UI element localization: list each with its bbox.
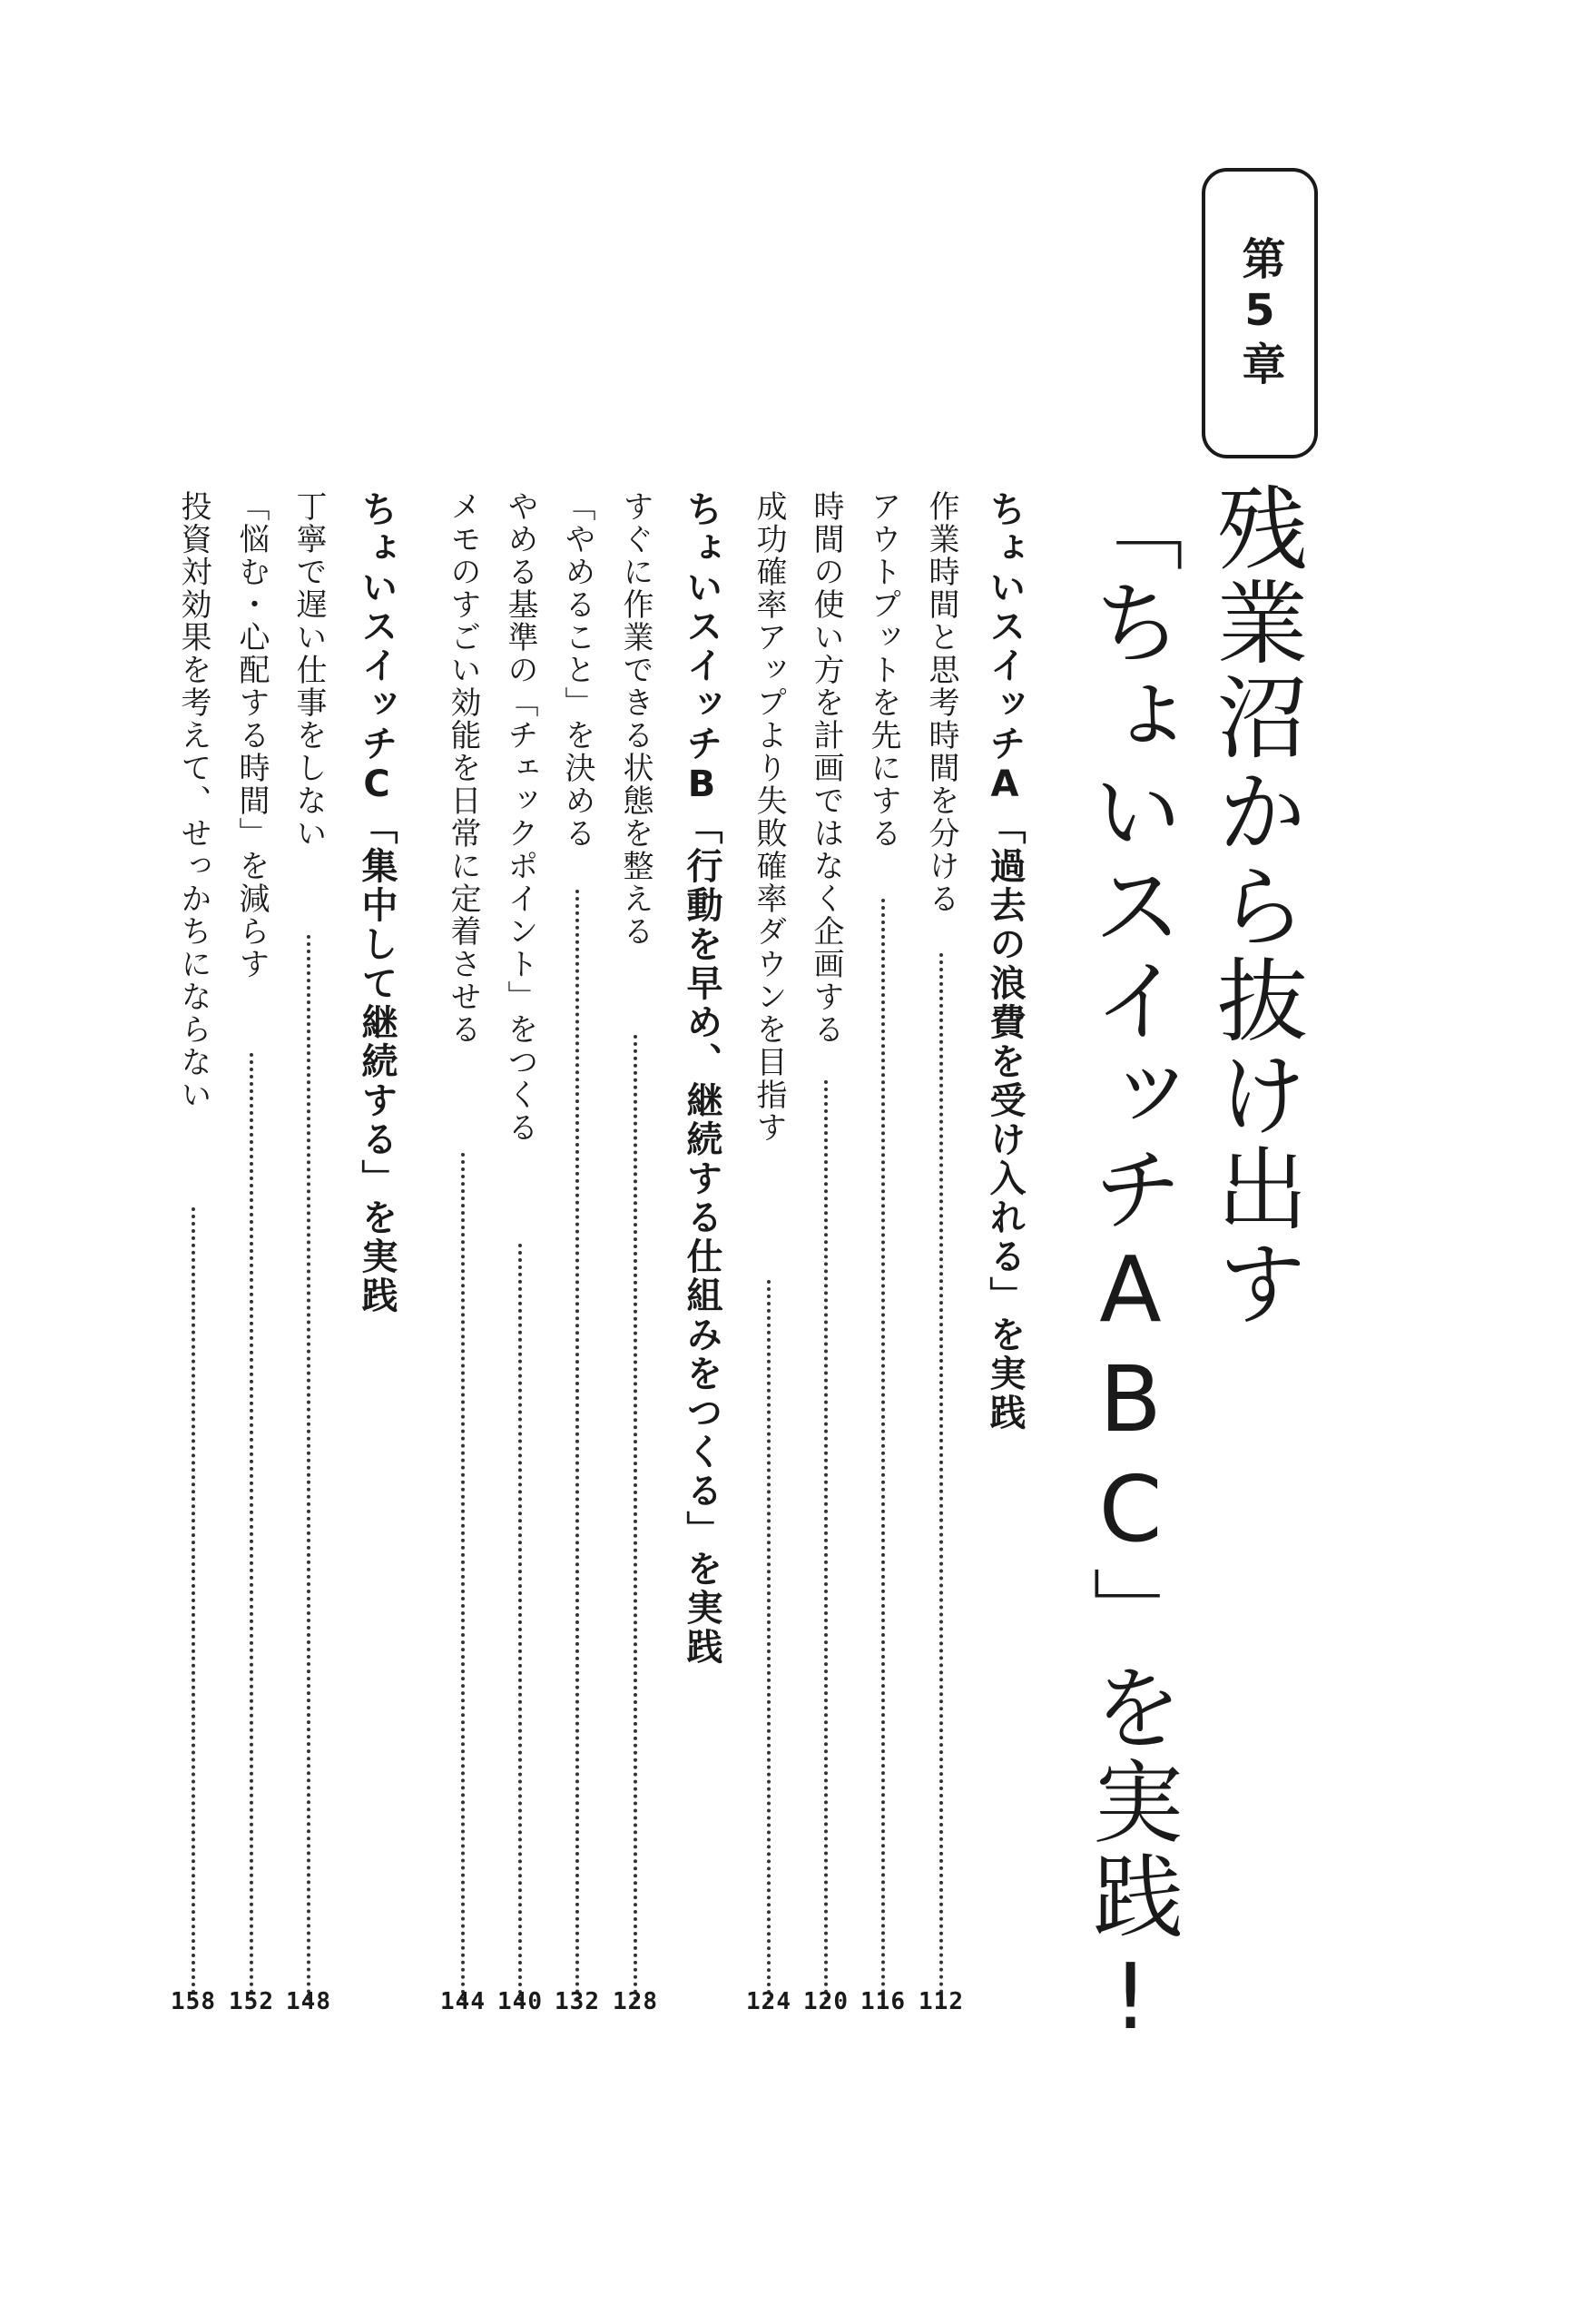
toc-heading-text: ちょいスイッチA「過去の浪費を受け入れる」を実践 bbox=[984, 490, 1026, 1433]
toc-item-text: 「やめること」を決める bbox=[559, 490, 595, 850]
dot-leader bbox=[767, 1280, 771, 2002]
toc-item bbox=[856, 490, 910, 2002]
dot-leader bbox=[575, 890, 579, 2002]
toc-page-number: 116 bbox=[860, 1988, 906, 2015]
toc-item-text: メモのすごい効能を日常に定着させる bbox=[445, 490, 481, 1046]
toc-item bbox=[608, 490, 663, 2002]
toc-item bbox=[914, 490, 968, 2002]
toc-item bbox=[493, 490, 547, 2002]
toc-page-number: 144 bbox=[440, 1988, 486, 2015]
toc-page-number: 132 bbox=[555, 1988, 600, 2015]
toc-page-number: 120 bbox=[803, 1988, 849, 2015]
toc-item-text: アウトプットを先にする bbox=[865, 490, 901, 850]
dot-leader bbox=[192, 1207, 195, 2002]
toc-item-text: 投資対効果を考えて、せっかちにならない bbox=[175, 490, 211, 1111]
dot-leader bbox=[881, 899, 885, 2002]
toc-page-number: 128 bbox=[613, 1988, 658, 2015]
toc-item bbox=[550, 490, 604, 2002]
toc-page-number: 148 bbox=[286, 1988, 331, 2015]
toc-item-text: 「悩む・心配する時間」を減らす bbox=[233, 490, 270, 980]
dot-leader bbox=[518, 1244, 522, 2002]
toc-page-number: 112 bbox=[919, 1988, 964, 2015]
chapter-label-box bbox=[1202, 168, 1318, 458]
toc-item bbox=[166, 490, 221, 2002]
toc-item-text: 丁寧で遅い仕事をしない bbox=[290, 490, 327, 850]
toc-heading-c bbox=[349, 490, 404, 2002]
dot-leader bbox=[939, 953, 943, 2002]
chapter-title-line-1: 残業沼から抜け出す bbox=[1202, 481, 1308, 1331]
toc-item bbox=[281, 490, 336, 2002]
dot-leader bbox=[634, 1035, 637, 2002]
toc-item-text: 時間の使い方を計画ではなく企画する bbox=[808, 490, 844, 1046]
toc-page-number: 140 bbox=[497, 1988, 543, 2015]
toc-heading-text: ちょいスイッチB「行動を早め、継続する仕組みをつくる」を実践 bbox=[681, 490, 722, 1667]
toc-item-text: やめる基準の「チェックポイント」をつくる bbox=[502, 490, 538, 1144]
dot-leader bbox=[307, 935, 310, 2002]
chapter-title-line-2: 「ちょいスイッチABC」を実践! bbox=[1077, 481, 1184, 2053]
toc-item bbox=[742, 490, 796, 2002]
toc-item bbox=[224, 490, 279, 2002]
toc-heading-a bbox=[978, 490, 1032, 2002]
dot-leader bbox=[250, 1053, 253, 2002]
toc-page-number: 124 bbox=[746, 1988, 791, 2015]
dot-leader bbox=[824, 1080, 828, 2002]
toc-page-number: 158 bbox=[171, 1988, 216, 2015]
toc-item bbox=[436, 490, 490, 2002]
toc-heading-b bbox=[674, 490, 729, 2002]
toc-item-text: 作業時間と思考時間を分ける bbox=[923, 490, 959, 915]
toc-item-text: 成功確率アップより失敗確率ダウンを目指す bbox=[751, 490, 787, 1144]
toc-page-number: 152 bbox=[229, 1988, 274, 2015]
toc-item bbox=[799, 490, 853, 2002]
chapter-label: 第5章 bbox=[1234, 236, 1285, 390]
toc-item-text: すぐに作業できる状態を整える bbox=[617, 490, 653, 948]
toc-heading-text: ちょいスイッチC「集中して継続する」を実践 bbox=[356, 490, 398, 1315]
dot-leader bbox=[461, 1153, 465, 2002]
